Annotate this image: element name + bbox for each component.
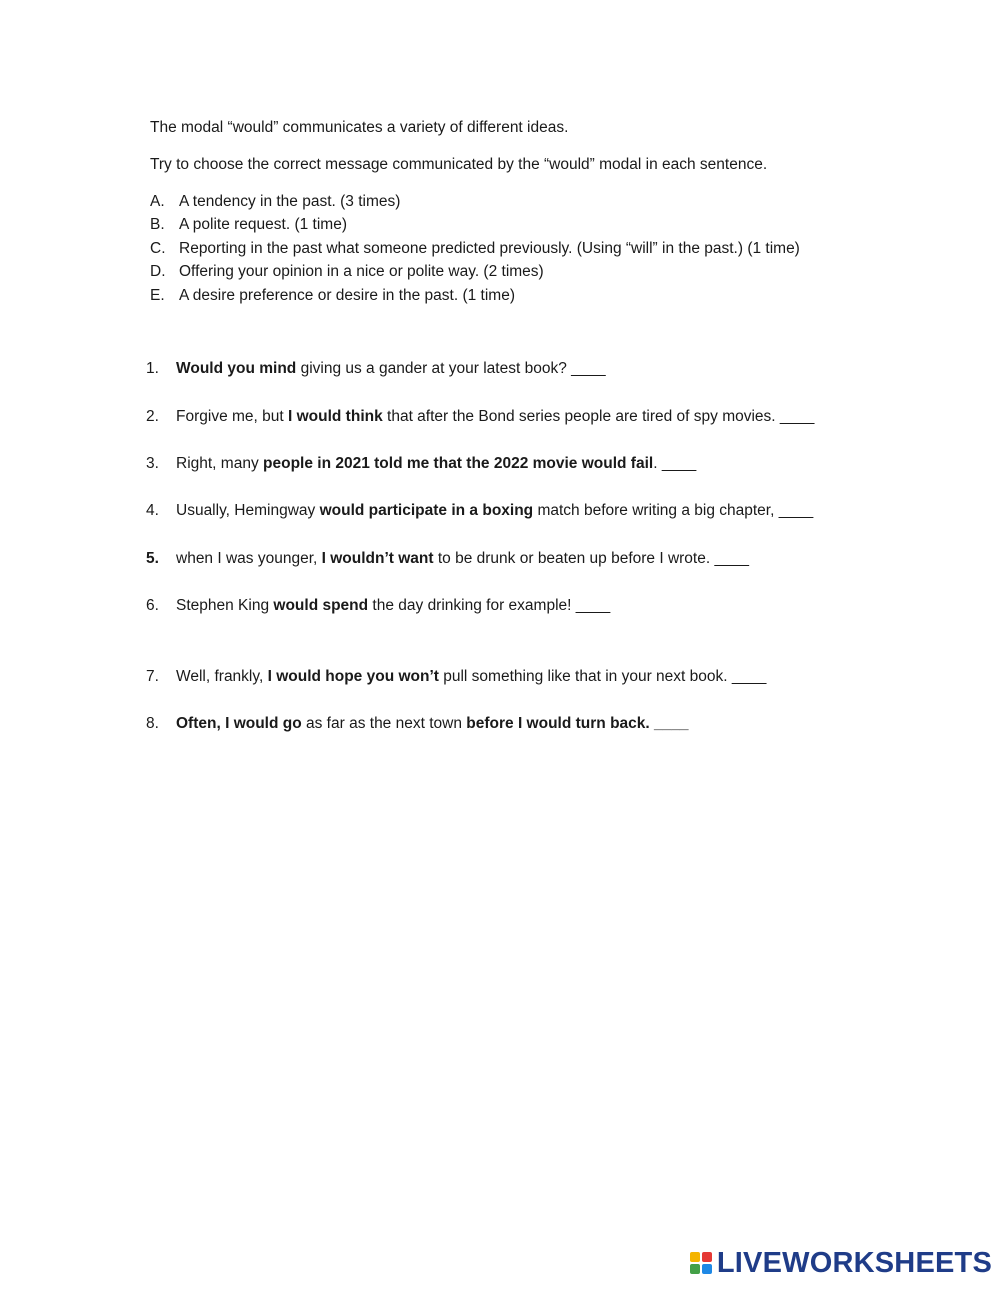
option-letter: E. — [150, 287, 165, 304]
option-letter: B. — [150, 216, 165, 233]
logo-square — [690, 1264, 700, 1274]
question-number: 8. — [146, 715, 159, 732]
question-text-pre: Forgive me, but — [176, 408, 288, 425]
question-4 — [146, 501, 813, 521]
question-8 — [146, 714, 689, 734]
intro-line-1: The modal “would” communicates a variety of different ideas. — [150, 119, 569, 136]
question-number: 2. — [146, 408, 159, 425]
logo-square — [690, 1252, 700, 1262]
question-bold-phrase: would spend — [273, 597, 369, 614]
question-number: 7. — [146, 668, 159, 685]
question-bold-phrase: Often, I would go — [176, 715, 302, 732]
logo-square — [702, 1252, 712, 1262]
question-text-pre: when I was younger, — [176, 550, 322, 567]
question-3 — [146, 454, 696, 474]
question-6 — [146, 596, 610, 616]
question-text: giving us a gander at your latest book? ____ — [296, 360, 606, 377]
question-text-pre: Usually, Hemingway — [176, 502, 320, 519]
question-number: 4. — [146, 502, 159, 519]
question-1 — [146, 359, 606, 379]
question-text: the day drinking for example! ____ — [368, 597, 611, 614]
question-7 — [146, 667, 766, 687]
intro-line-2: Try to choose the correct message communicated by the “would” modal in each sentence. — [150, 156, 768, 173]
option-e — [150, 286, 515, 306]
question-bold-phrase: I would think — [288, 408, 383, 425]
question-number: 5. — [146, 550, 159, 567]
question-bold-phrase: people in 2021 told me that the 2022 movie would fail — [263, 455, 654, 472]
question-number: 3. — [146, 455, 159, 472]
option-text: A polite request. (1 time) — [179, 216, 347, 233]
option-letter: A. — [150, 193, 165, 210]
question-text: to be drunk or beaten up before I wrote. ____ — [433, 550, 749, 567]
question-bold-phrase: I wouldn’t want — [321, 550, 434, 567]
option-text: Offering your opinion in a nice or polite way. (2 times) — [179, 263, 544, 280]
option-letter: C. — [150, 240, 166, 257]
option-text: Reporting in the past what someone predicted previously. (Using “will” in the past.) (1 time) — [179, 240, 800, 257]
logo-text: LIVEWORKSHEETS — [716, 1246, 992, 1279]
question-bold-phrase: I would hope you won’t — [267, 668, 439, 685]
logo-squares-icon — [690, 1252, 712, 1274]
option-letter: D. — [150, 263, 166, 280]
option-text: A desire preference or desire in the past. (1 time) — [179, 287, 515, 304]
liveworksheets-logo — [690, 1247, 992, 1279]
question-text: that after the Bond series people are tired of spy movies. ____ — [382, 408, 815, 425]
option-a — [150, 192, 400, 212]
option-text: A tendency in the past. (3 times) — [179, 193, 401, 210]
question-2 — [146, 407, 814, 427]
question-number: 1. — [146, 360, 159, 377]
question-text-pre: Stephen King — [176, 597, 274, 614]
logo-square — [702, 1264, 712, 1274]
option-b — [150, 215, 347, 235]
question-number: 6. — [146, 597, 159, 614]
question-text-pre: Right, many — [176, 455, 264, 472]
question-bold-phrase-2: before I would turn back. ____ — [466, 715, 689, 732]
question-text: match before writing a big chapter, ____ — [533, 502, 814, 519]
question-text-pre: Well, frankly, — [176, 668, 268, 685]
question-text: pull something like that in your next book. ____ — [438, 668, 767, 685]
option-d — [150, 262, 544, 282]
question-5 — [146, 549, 749, 569]
question-text-mid: as far as the next town — [301, 715, 467, 732]
question-bold-phrase: Would you mind — [176, 360, 297, 377]
question-text: . ____ — [653, 455, 697, 472]
option-c — [150, 239, 800, 259]
question-bold-phrase: would participate in a boxing — [319, 502, 534, 519]
